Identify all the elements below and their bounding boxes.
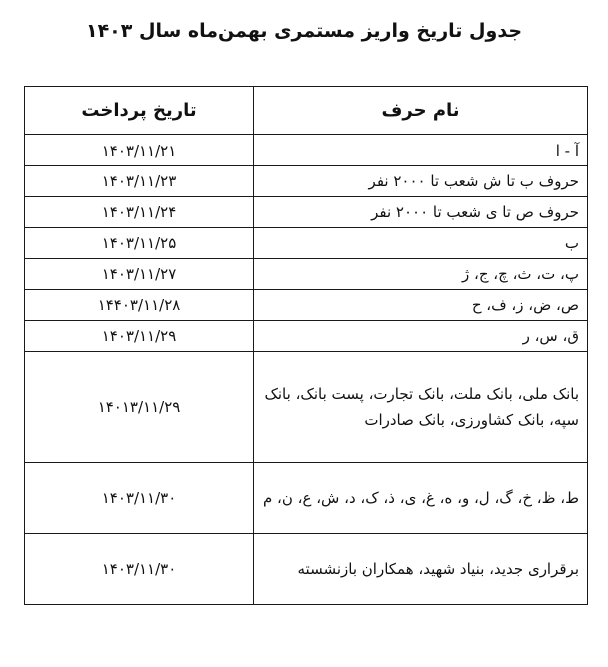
header-payment-date: تاریخ پرداخت — [25, 87, 254, 135]
table-row — [25, 135, 588, 166]
letter-cell: ق، س، ر — [254, 321, 588, 352]
letter-cell: ط، ظ، خ، گ، ل، و، ه، غ، ی، ذ، ک، د، ش، ع، ن، م — [254, 463, 588, 534]
table-row — [25, 321, 588, 352]
table-row — [25, 290, 588, 321]
page-title: جدول تاریخ واریز مستمری بهمن‌ماه سال ۱۴۰۳ — [85, 20, 523, 42]
letter-cell: حروف ص تا ی شعب تا ۲۰۰۰ نفر — [254, 197, 588, 228]
table-row — [25, 197, 588, 228]
table-header-row — [25, 87, 588, 135]
letter-cell: برقراری جدید، بنیاد شهید، همکاران بازنشسته — [254, 534, 588, 605]
date-cell: ۱۴۰۳/۱۱/۳۰ — [25, 534, 254, 605]
table-row — [25, 463, 588, 534]
date-cell: ۱۴۰۳/۱۱/۳۰ — [25, 463, 254, 534]
date-cell: ۱۴۰۳/۱۱/۲۹ — [25, 321, 254, 352]
table-row — [25, 259, 588, 290]
date-cell: ۱۴۰۱۳/۱۱/۲۹ — [25, 352, 254, 463]
table-row — [25, 352, 588, 463]
letter-cell: حروف ب تا ش شعب تا ۲۰۰۰ نفر — [254, 166, 588, 197]
payment-schedule-table — [24, 86, 588, 605]
table-row — [25, 166, 588, 197]
table-row — [25, 534, 588, 605]
date-cell: ۱۴۰۳/۱۱/۲۷ — [25, 259, 254, 290]
date-cell: ۱۴۰۳/۱۱/۲۵ — [25, 228, 254, 259]
letter-cell: پ، ت، ث، چ، ج، ژ — [254, 259, 588, 290]
letter-cell: بانک ملی، بانک ملت، بانک تجارت، پست بانک، بانک سپه، بانک کشاورزی، بانک صادرات — [254, 352, 588, 463]
letter-cell: آ - ا — [254, 135, 588, 166]
date-cell: ۱۴۰۳/۱۱/۲۱ — [25, 135, 254, 166]
table-row — [25, 228, 588, 259]
date-cell: ۱۴۰۳/۱۱/۲۴ — [25, 197, 254, 228]
letter-cell: ب — [254, 228, 588, 259]
date-cell: ۱۴۴۰۳/۱۱/۲۸ — [25, 290, 254, 321]
header-letter-name: نام حرف — [254, 87, 588, 135]
date-cell: ۱۴۰۳/۱۱/۲۳ — [25, 166, 254, 197]
letter-cell: ص، ض، ز، ف، ح — [254, 290, 588, 321]
